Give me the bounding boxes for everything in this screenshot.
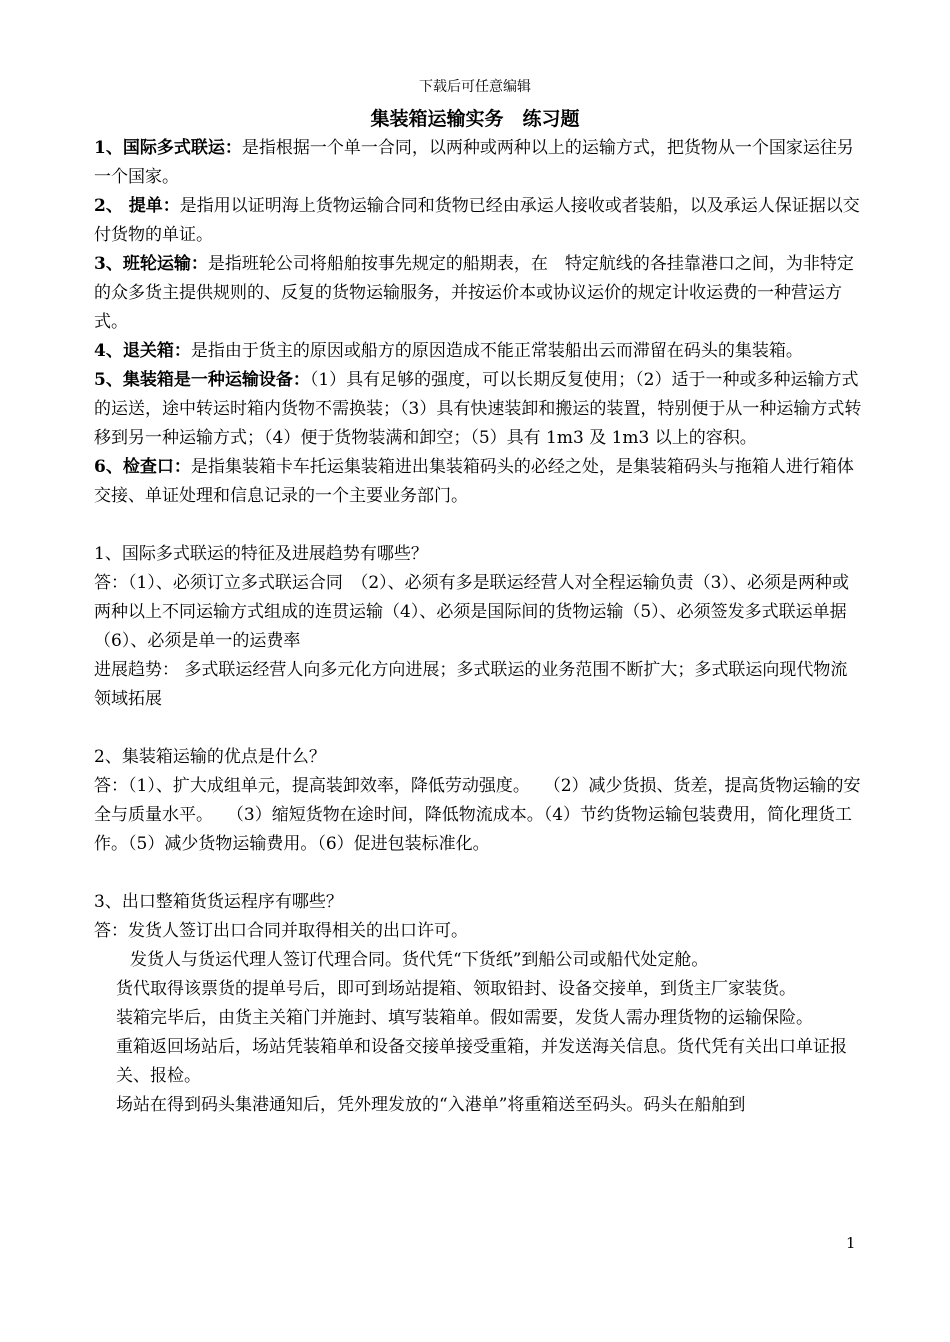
answer-3-intro: 答：发货人签订出口合同并取得相关的出口许可。	[94, 921, 468, 941]
answer-1: 答：（1）、必须订立多式联运合同 （2）、必须有多是联运经营人对全程运输负责（3）、必须是两种或两种以上不同运输方式组成的连贯运输（4）、必须是国际间的货物运输（5）、必须签发多式联运单据（6）、必须是单一的运费率	[94, 573, 849, 651]
definition-4	[94, 337, 862, 366]
definition-term: 3、班轮运输：	[94, 254, 208, 274]
definition-term: 6、检查口：	[94, 457, 191, 477]
definition-term: 1、国际多式联运：	[94, 138, 242, 158]
question-2: 2、集装箱运输的优点是什么？	[94, 747, 326, 767]
definition-term: 5、集装箱是一种运输设备：	[94, 370, 310, 390]
definition-text: 是指由于货主的原因或船方的原因造成不能正常装船出云而滞留在码头的集装箱。	[190, 341, 803, 361]
definition-3	[94, 250, 862, 337]
question-3: 3、出口整箱货货运程序有哪些？	[94, 892, 343, 912]
definition-term: 4、退关箱：	[94, 341, 191, 361]
document-body	[94, 134, 862, 1120]
header-note: 下载后可任意编辑	[419, 79, 531, 95]
answer-3-step: 重箱返回场站后，场站凭装箱单和设备交接单接受重箱，并发送海关信息。货代凭有关出口单证报关、报检。	[116, 1037, 847, 1086]
answer-2: 答：（1）、扩大成组单元，提高装卸效率，降低劳动强度。 （2）减少货损、货差，提高货物运输的安全与质量水平。 （3）缩短货物在途时间，降低物流成本。（4）节约货物运输包装费用，简化理货工作。（5）减少货物运输费用。（6）促进包装标准化。	[94, 776, 861, 854]
answer-3-step: 货代取得该票货的提单号后，即可到场站提箱、领取铅封、设备交接单，到货主厂家装货。	[116, 979, 796, 999]
definition-text: （1）具有足够的强度，可以长期反复使用；（2）适于一种或多种运输方式的运送，途中转运时箱内货物不需换装；（3）具有快速装卸和搬运的装置，特别便于从一种运输方式转移到另一种运输方式；（4）便于货物装满和卸空；（5）具有 1m3 及 1m3 以上的容积。	[94, 370, 862, 448]
definition-6	[94, 453, 862, 511]
definition-text: 是指根据一个单一合同，以两种或两种以上的运输方式，把货物从一个国家运往另一个国家。	[94, 138, 854, 187]
definition-term: 2、 提单：	[94, 196, 180, 216]
spacer	[94, 511, 862, 540]
definition-text: 是指班轮公司将船舶按事先规定的船期表，在 特定航线的各挂靠港口之间，为非特定的众多货主提供规则的、反复的货物运输服务，并按运价本或协议运价的规定计收运费的一种营运方式。	[94, 254, 854, 332]
definition-1	[94, 134, 862, 192]
page-title: 集装箱运输实务 练习题	[370, 108, 580, 130]
answer-1-trend: 进展趋势： 多式联运经营人向多元化方向进展；多式联运的业务范围不断扩大；多式联运向现代物流领域拓展	[94, 660, 848, 709]
definition-5	[94, 366, 862, 453]
definition-2	[94, 192, 862, 250]
question-1: 1、国际多式联运的特征及进展趋势有哪些？	[94, 544, 428, 564]
definition-text: 是指集装箱卡车托运集装箱进出集装箱码头的必经之处，是集装箱码头与拖箱人进行箱体交接、单证处理和信息记录的一个主要业务部门。	[94, 457, 854, 506]
answer-3-step: 场站在得到码头集港通知后，凭外理发放的“入港单”将重箱送至码头。码头在船舶到	[116, 1095, 746, 1115]
answer-3-step: 发货人与货运代理人签订代理合同。货代凭“下货纸”到船公司或船代处定舱。	[130, 950, 709, 970]
page-number: 1	[846, 1234, 856, 1252]
definition-text: 是指用以证明海上货物运输合同和货物已经由承运人接收或者装船，以及承运人保证据以交付货物的单证。	[94, 196, 860, 245]
answer-3-step: 装箱完毕后，由货主关箱门并施封、填写装箱单。假如需要，发货人需办理货物的运输保险。	[116, 1008, 813, 1028]
spacer	[94, 859, 862, 888]
spacer	[94, 714, 862, 743]
